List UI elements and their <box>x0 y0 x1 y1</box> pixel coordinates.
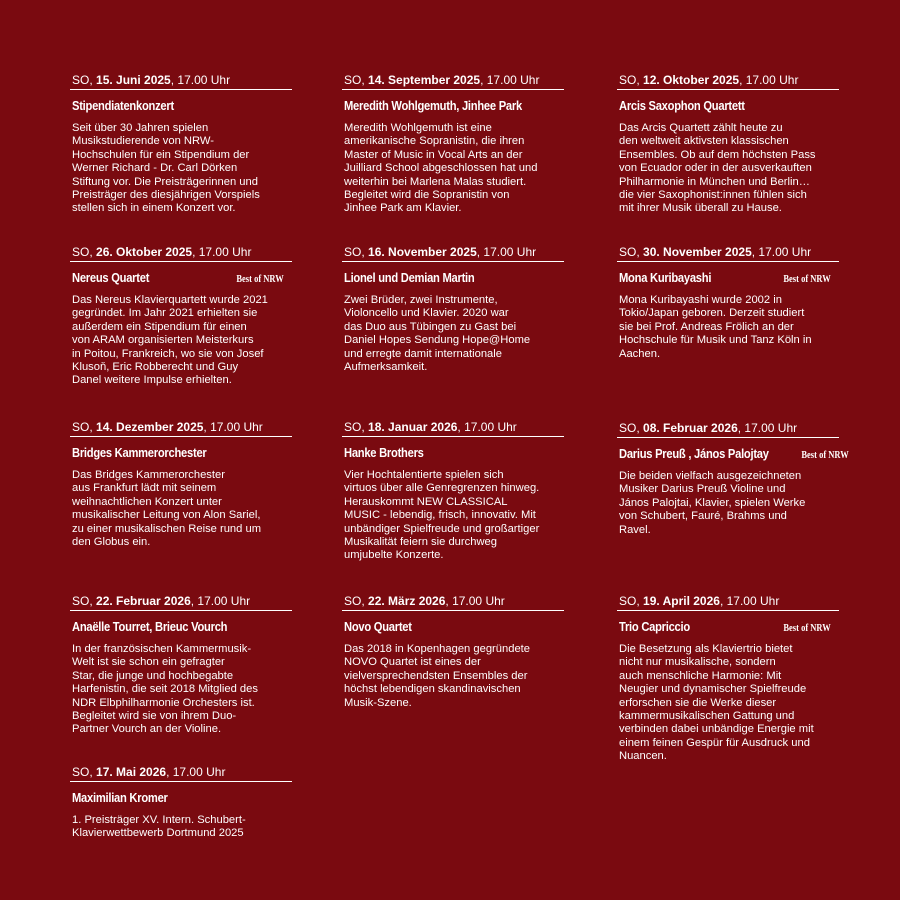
event-title: Maximilian Kromer <box>72 790 168 805</box>
event-title: Arcis Saxophon Quartett <box>619 98 745 113</box>
event-date: SO, 30. November 2025, 17.00 Uhr <box>619 245 812 259</box>
event-card <box>617 421 849 537</box>
event-title: Bridges Kammerorchester <box>72 445 207 460</box>
event-date: SO, 15. Juni 2025, 17.00 Uhr <box>72 73 231 87</box>
event-card <box>342 73 564 216</box>
event-date: SO, 17. Mai 2026, 17.00 Uhr <box>72 765 226 779</box>
event-card <box>617 73 839 216</box>
divider <box>342 261 564 262</box>
divider <box>617 261 839 262</box>
event-card <box>342 420 564 563</box>
divider <box>617 610 839 611</box>
event-description: Das Arcis Quartett zählt heute zu den weltweit aktivsten klassischen Ensembles. Ob auf dem höchsten Pass von Ecuador oder in der ausverkauften Philharmonie in München und Berlin… die vier Saxophonist:innen fühlen sich mit ihrer Musik überall zu Hause. <box>619 122 816 215</box>
divider <box>617 437 839 438</box>
event-date: SO, 18. Januar 2026, 17.00 Uhr <box>344 420 517 434</box>
event-card <box>70 765 292 841</box>
divider <box>70 261 292 262</box>
divider <box>70 610 292 611</box>
event-title: Stipendiatenkonzert <box>72 98 174 113</box>
event-title: Novo Quartet <box>344 619 412 634</box>
event-card <box>70 420 292 549</box>
divider <box>342 436 564 437</box>
event-description: Die beiden vielfach ausgezeichneten Musiker Darius Preuß Violine und János Palojtai, Klavier, spielen Werke von Schubert, Fauré, Brahms und Ravel. <box>619 470 806 536</box>
event-date: SO, 26. Oktober 2025, 17.00 Uhr <box>72 245 252 259</box>
best-of-nrw-badge: Best of NRW <box>783 274 831 285</box>
event-card <box>617 594 839 764</box>
event-date: SO, 14. Dezember 2025, 17.00 Uhr <box>72 420 263 434</box>
event-card <box>70 245 292 388</box>
divider <box>70 781 292 782</box>
event-description: Die Besetzung als Klaviertrio bietet nicht nur musikalische, sondern auch menschliche Harmonie: Mit Neugier und dynamischer Spielfreude erforschen sie die Werke dieser kammermusikalischen Gattung und verbinden dabei unbändige Energie mit einem feinen Gespür für Ausdruck und Nuancen. <box>619 643 814 763</box>
divider <box>342 89 564 90</box>
event-card <box>342 594 564 710</box>
event-description: Zwei Brüder, zwei Instrumente, Violoncello und Klavier. 2020 war das Duo aus Tübingen zu Gast bei Daniel Hopes Sendung Hope@Home und erregte damit internationale Aufmerksamkeit. <box>344 294 531 374</box>
event-card <box>70 73 292 216</box>
event-title: Hanke Brothers <box>344 445 424 460</box>
event-date: SO, 19. April 2026, 17.00 Uhr <box>619 594 780 608</box>
divider <box>342 610 564 611</box>
event-date: SO, 22. März 2026, 17.00 Uhr <box>344 594 505 608</box>
best-of-nrw-badge: Best of NRW <box>236 274 284 285</box>
event-description: Seit über 30 Jahren spielen Musikstudierende von NRW- Hochschulen für ein Stipendium der Werner Richard - Dr. Carl Dörken Stiftung vor. Die Preisträgerinnen und Preisträger des diesjährigen Vorspiels stellen sich in einem Konzert vor. <box>72 122 260 215</box>
event-description: Meredith Wohlgemuth ist eine amerikanische Sopranistin, die ihren Master of Music in Vocal Arts an der Juilliard School abgeschlossen hat und weiterhin bei Marlena Malas studiert. Begleitet wird die Sopranistin von Jinhee Park am Klavier. <box>344 122 538 215</box>
event-description: Das Nereus Klavierquartett wurde 2021 gegründet. Im Jahr 2021 erhielten sie außerdem ein Stipendium für einen von ARAM organisierten Meisterkurs in Poitou, Frankreich, wo sie von Josef Klusoň, Eric Robberecht und Guy Danel weitere Impulse erhielten. <box>72 294 268 387</box>
event-description: Vier Hochtalentierte spielen sich virtuos über alle Genregrenzen hinweg. Herauskommt NEW CLASSICAL MUSIC - lebendig, frisch, innovativ. Mit unbändiger Spielfreude und großartiger Musikalität feiern sie durchweg umjubelte Konzerte. <box>344 469 540 562</box>
event-description: Das Bridges Kammerorchester aus Frankfurt lädt mit seinem weihnachtlichen Konzert unter musikalischer Leitung von Alon Sariel, zu einer musikalischen Reise rund um den Globus ein. <box>72 469 262 549</box>
event-title: Mona Kuribayashi <box>619 270 712 285</box>
event-description: Das 2018 in Kopenhagen gegründete NOVO Quartet ist eines der vielversprechendsten Ensembles der höchst lebendigen skandinavischen Musik-Szene. <box>344 643 530 709</box>
event-title: Nereus Quartet <box>72 270 150 285</box>
divider <box>70 89 292 90</box>
event-date: SO, 08. Februar 2026, 17.00 Uhr <box>619 421 798 435</box>
event-description: In der französischen Kammermusik- Welt ist sie schon ein gefragter Star, die junge und hochbegabte Harfenistin, die seit 2018 Mitglied des NDR Elbphilharmonie Orchesters ist. Begleitet wird sie von ihrem Duo- Partner Vourch an der Violine. <box>72 643 258 736</box>
event-title: Lionel und Demian Martin <box>344 270 475 285</box>
best-of-nrw-badge: Best of NRW <box>783 623 831 634</box>
best-of-nrw-badge: Best of NRW <box>801 450 849 461</box>
event-description: Mona Kuribayashi wurde 2002 in Tokio/Japan geboren. Derzeit studiert sie bei Prof. Andreas Frölich an der Hochschule für Musik und Tanz Köln in Aachen. <box>619 294 812 360</box>
event-card <box>70 594 292 737</box>
event-title: Meredith Wohlgemuth, Jinhee Park <box>344 98 522 113</box>
event-card <box>617 245 839 361</box>
divider <box>70 436 292 437</box>
event-date: SO, 12. Oktober 2025, 17.00 Uhr <box>619 73 799 87</box>
event-title: Anaëlle Tourret, Brieuc Vourch <box>72 619 228 634</box>
event-card <box>342 245 564 374</box>
event-date: SO, 14. September 2025, 17.00 Uhr <box>344 73 540 87</box>
divider <box>617 89 839 90</box>
event-date: SO, 22. Februar 2026, 17.00 Uhr <box>72 594 251 608</box>
event-description: 1. Preisträger XV. Intern. Schubert- Klavierwettbewerb Dortmund 2025 <box>72 814 246 840</box>
event-title: Trio Capriccio <box>619 619 690 634</box>
event-title: Darius Preuß , János Palojtay <box>619 446 769 461</box>
event-date: SO, 16. November 2025, 17.00 Uhr <box>344 245 537 259</box>
